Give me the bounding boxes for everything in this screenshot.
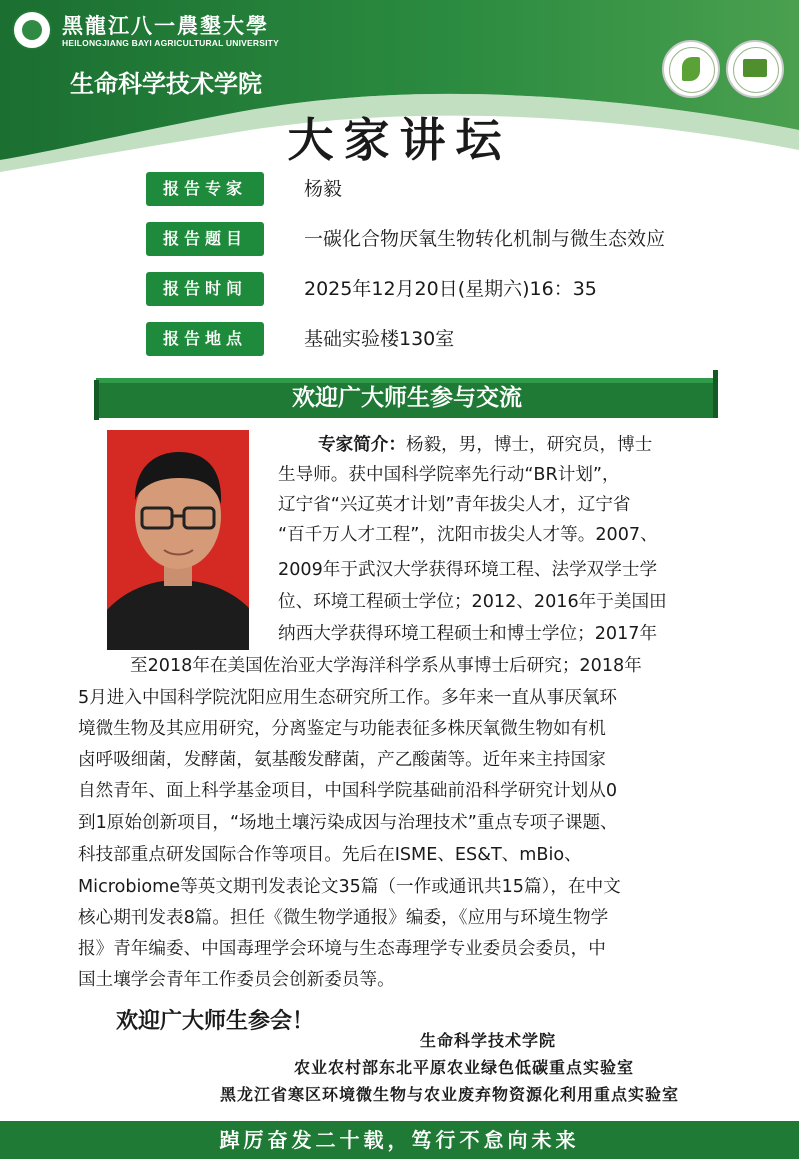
closing-welcome: 欢迎广大师生参会！: [116, 1009, 315, 1034]
bio-text: 杨毅，男，博士，研究员，博士: [405, 435, 653, 455]
bio-line: 纳西大学获得环境工程硕士和博士学位；2017年: [278, 624, 658, 644]
bio-line: 自然青年、面上科学基金项目，中国科学院基础前沿科学研究计划从0: [78, 781, 618, 801]
lab-logo-icon: [726, 40, 784, 98]
bio-line: 到1原始创新项目，“场地土壤污染成因与治理技术”重点专项子课题、: [78, 813, 618, 833]
bio-line: 生导师。获中国科学院率先行动“BR计划”，: [278, 465, 620, 485]
bio-line: 至2018年在美国佐治亚大学海洋科学系从事博士后研究；2018年: [130, 656, 642, 676]
organizer-lab: 黑龙江省寒区环境微生物与农业废弃物资源化利用重点实验室: [220, 1085, 680, 1104]
lecture-title: 大家讲坛: [287, 113, 512, 167]
lab-logo-icon: [662, 40, 720, 98]
bio-line: “百千万人才工程”，沈阳市拔尖人才等。2007、: [278, 525, 658, 545]
university-name-en: HEILONGJIANG BAYI AGRICULTURAL UNIVERSITY: [62, 38, 279, 48]
info-label: 报告时间: [146, 272, 264, 306]
bio-line: Microbiome等英文期刊发表论文35篇（一作或通讯共15篇），在中文: [78, 877, 621, 897]
college-name: 生命科学技术学院: [70, 70, 262, 98]
bio-line: 核心期刊发表8篇。担任《微生物学通报》编委，《应用与环境生物学: [78, 908, 609, 928]
bio-line: 5月进入中国科学院沈阳应用生态研究所工作。多年来一直从事厌氧环: [78, 688, 618, 708]
info-value: 基础实验楼130室: [304, 328, 455, 350]
organizer-lab: 农业农村部东北平原农业绿色低碳重点实验室: [294, 1058, 635, 1077]
info-value: 杨毅: [304, 178, 343, 200]
info-value: 2025年12月20日(星期六)16：35: [304, 278, 597, 300]
info-label: 报告题目: [146, 222, 264, 256]
bio-line: 国土壤学会青年工作委员会创新委员等。: [78, 970, 395, 990]
info-value: 一碳化合物厌氧生物转化机制与微生态效应: [304, 228, 666, 250]
bio-line: 卤呼吸细菌，发酵菌，氨基酸发酵菌，产乙酸菌等。近年来主持国家: [78, 750, 606, 770]
speaker-photo: [107, 430, 249, 650]
info-label: 报告地点: [146, 322, 264, 356]
bio-line: 报》青年编委、中国毒理学会环境与生态毒理学专业委员会委员，中: [78, 939, 606, 959]
bio-line: 2009年于武汉大学获得环境工程、法学双学士学: [278, 560, 658, 580]
university-emblem-icon: [12, 10, 52, 50]
welcome-banner-text: 欢迎广大师生参与交流: [292, 385, 522, 411]
bio-line-0: [318, 430, 652, 460]
bio-line: 辽宁省“兴辽英才计划”青年拔尖人才，辽宁省: [278, 495, 631, 515]
bio-line: 境微生物及其应用研究，分离鉴定与功能表征多株厌氧微生物如有机: [78, 719, 606, 739]
footer-slogan: 踔厉奋发二十载，笃行不怠向未来: [219, 1128, 580, 1152]
university-name-cn: 黑龍江八一農墾大學: [62, 13, 269, 38]
organizer-college: 生命科学技术学院: [420, 1031, 557, 1050]
bio-heading: 专家简介：: [318, 435, 406, 455]
speaker-portrait-icon: [107, 430, 249, 650]
info-label: 报告专家: [146, 172, 264, 206]
bio-line: 位、环境工程硕士学位；2012、2016年于美国田: [278, 592, 667, 612]
bio-line: 科技部重点研发国际合作等项目。先后在ISME、ES&T、mBio、: [78, 845, 582, 865]
